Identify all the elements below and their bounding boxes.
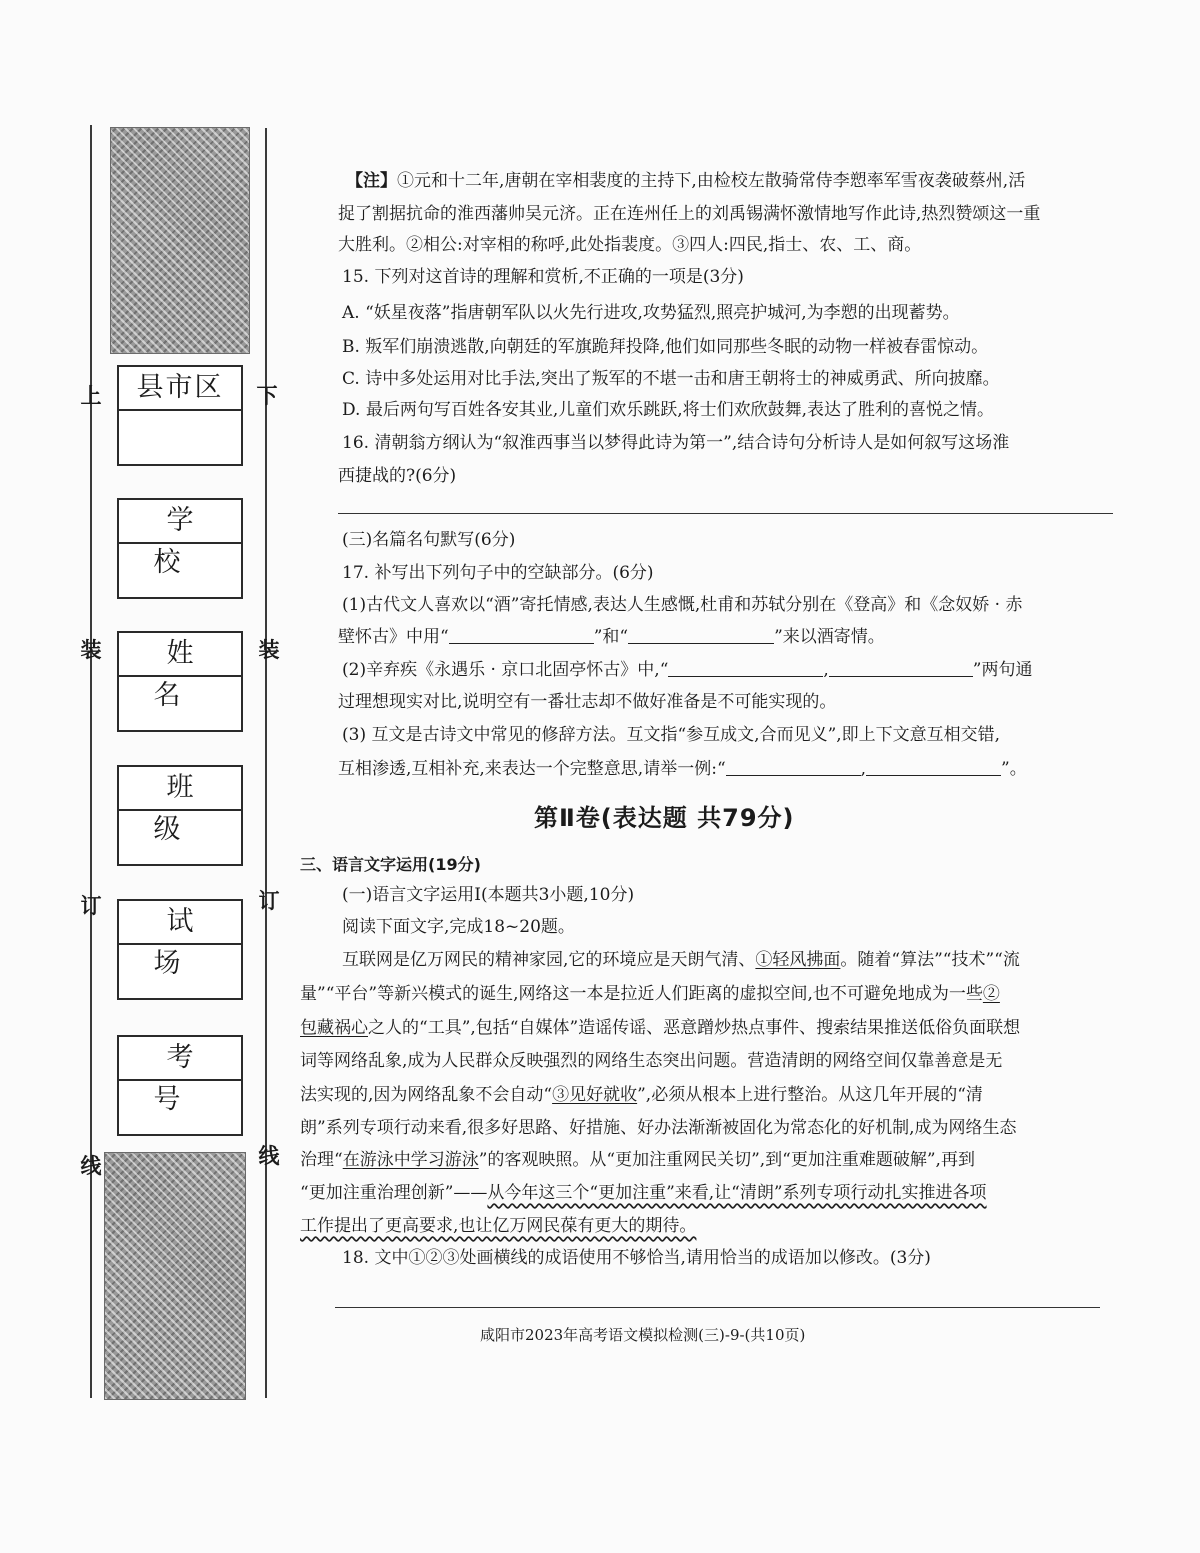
box-school-label: 学 校 [119, 500, 241, 544]
part3-heading: (三)名篇名句默写(6分) [342, 530, 516, 550]
box-name [117, 631, 243, 732]
passage-5-text-b: ”,必须从根本上进行整治。从这几年开展的“清 [637, 1085, 983, 1105]
mark-right-xia: 下 [256, 384, 278, 408]
mark-left-xian: 线 [80, 1154, 102, 1178]
passage-5-text: 法实现的,因为网络乱象不会自动“ [300, 1085, 553, 1105]
mark-left-ding: 订 [80, 894, 102, 918]
passage-1-text-b: 。随着“算法”“技术”“流 [840, 950, 1020, 970]
q18-stem: 18. 文中①②③处画横线的成语使用不够恰当,请用恰当的成语加以修改。(3分) [342, 1248, 931, 1268]
box-county [117, 365, 243, 466]
q17-2-blank-1[interactable] [668, 658, 823, 677]
page-footer: 咸阳市2023年高考语文模拟检测(三)-9-(共10页) [480, 1326, 806, 1344]
q16-line-2: 西捷战的?(6分) [338, 466, 457, 486]
q17-1-text-c: ”来以酒寄情。 [774, 627, 885, 647]
passage-7-text: 治理“ [300, 1150, 343, 1170]
q17-3-text-b: , [860, 759, 867, 779]
passage-line-3 [300, 1015, 1020, 1041]
q17-3-text-c: ”。 [1001, 759, 1027, 779]
note-line-1 [342, 168, 1025, 194]
box-exam-number-label: 考 号 [119, 1037, 241, 1081]
note-text-1: ①元和十二年,唐朝在宰相裴度的主持下,由检校左散骑常侍李愬率军雪夜袭破蔡州,活 [397, 171, 1026, 191]
q17-3-blank-2[interactable] [866, 757, 1001, 776]
mark-left-zhuang: 装 [80, 638, 102, 662]
box-name-label: 姓 名 [119, 633, 241, 677]
note-line-3: 大胜利。②相公:对宰相的称呼,此处指裴度。③四人:四民,指士、农、工、商。 [338, 235, 922, 255]
q17-1-line-2 [338, 624, 885, 650]
q17-3-blank-1[interactable] [726, 757, 861, 776]
q17-3-line-2 [338, 756, 1027, 782]
mark-right-ding: 订 [258, 889, 280, 913]
passage-8-text: “更加注重治理创新”—— [300, 1183, 488, 1203]
passage-line-6: 朗”系列专项行动来看,很多好思路、好措施、好办法渐渐被固化为常态化的好机制,成为网络生态 [300, 1118, 1017, 1138]
q17-1-text-a: 壁怀古》中用“ [338, 627, 449, 647]
q17-2-text-b: , [823, 660, 829, 680]
q15-stem: 15. 下列对这首诗的理解和赏析,不正确的一项是(3分) [342, 267, 744, 287]
box-exam-room-label: 试 场 [119, 901, 241, 945]
answer-divider-1 [338, 513, 1113, 514]
q17-2-text-c: ”两句通 [972, 660, 1033, 680]
q15-option-a: A. “妖星夜落”指唐朝军队以火先行进攻,攻势猛烈,照亮护城河,为李愬的出现蓄势。 [342, 303, 960, 323]
section3-heading: 三、语言文字运用(19分) [300, 855, 481, 874]
passage-2-text: 量”“平台”等新兴模式的诞生,网络这一本是拉近人们距离的虚拟空间,也不可避免地成为一些 [300, 984, 983, 1004]
hatched-block-bottom [104, 1152, 246, 1400]
passage-line-5 [300, 1082, 983, 1108]
passage-line-4: 词等网络乱象,成为人民群众反映强烈的网络生态突出问题。营造清朗的网络空间仅靠善意是无 [300, 1051, 1003, 1071]
q17-3-line-1: (3) 互文是古诗文中常见的修辞方法。互文指“参互成文,合而见义”,即上下文意互相交错, [342, 725, 1001, 745]
quoted-phrase: 在游泳中学习游泳 [342, 1150, 479, 1170]
q17-stem: 17. 补写出下列句子中的空缺部分。(6分) [342, 563, 654, 583]
volume-2-title: 第Ⅱ卷(表达题 共79分) [534, 804, 795, 832]
idiom-2-marker: ② [982, 984, 1000, 1004]
q16-line-1: 16. 清朝翁方纲认为“叙淮西事当以梦得此诗为第一”,结合诗句分析诗人是如何叙写这场淮 [342, 433, 1010, 453]
box-exam-number [117, 1035, 243, 1136]
passage-3-text: 之人的“工具”,包括“自媒体”造谣传谣、恶意蹭炒热点事件、搜索结果推送低俗负面联想 [368, 1018, 1021, 1038]
mark-right-xian: 线 [258, 1144, 280, 1168]
passage-line-7 [300, 1147, 975, 1173]
q15-option-d: D. 最后两句写百姓各安其业,儿童们欢乐跳跃,将士们欢欣鼓舞,表达了胜利的喜悦之情。 [342, 400, 995, 420]
passage-line-8 [300, 1180, 987, 1206]
q17-1-text-b: ”和“ [593, 627, 629, 647]
box-class [117, 765, 243, 866]
binding-line-left [90, 125, 92, 1398]
q17-1-blank-2[interactable] [628, 625, 774, 644]
note-line-2: 捉了割据抗命的淮西藩帅吴元济。正在连州任上的刘禹锡满怀激情地写作此诗,热烈赞颂这一重 [338, 204, 1041, 224]
answer-divider-2 [335, 1307, 1100, 1308]
box-class-label: 班 级 [119, 767, 241, 811]
q17-2-line-1 [338, 657, 1033, 683]
section3-instruction: 阅读下面文字,完成18~20题。 [342, 917, 575, 937]
binding-line-right [265, 128, 267, 1398]
idiom-3: ③见好就收 [552, 1085, 638, 1105]
q17-2-blank-2[interactable] [829, 658, 973, 677]
mark-right-zhuang: 装 [258, 638, 280, 662]
wavy-sentence-2: 工作提出了更高要求,也让亿万网民葆有更大的期待。 [300, 1216, 697, 1236]
q17-3-text-a: 互相渗透,互相补充,来表达一个完整意思,请举一例:“ [338, 759, 726, 779]
box-school [117, 498, 243, 599]
q17-1-blank-1[interactable] [449, 625, 594, 644]
q17-1-line-1: (1)古代文人喜欢以“酒”寄托情感,表达人生感慨,杜甫和苏轼分别在《登高》和《念奴娇 · 赤 [342, 595, 1023, 615]
wavy-sentence-1: 从今年这三个“更加注重”来看,让“清朗”系列专项行动扎实推进各项 [487, 1183, 987, 1203]
passage-line-1 [338, 947, 1020, 973]
passage-7-text-b: ”的客观映照。从“更加注重网民关切”,到“更加注重难题破解”,再到 [478, 1150, 975, 1170]
q17-2-line-2: 过理想现实对比,说明空有一番壮志却不做好准备是不可能实现的。 [338, 692, 837, 712]
q15-option-b: B. 叛军们崩溃逃散,向朝廷的军旗跪拜投降,他们如同那些冬眠的动物一样被春雷惊动。 [342, 337, 989, 357]
box-exam-room [117, 899, 243, 1000]
section3-sub: (一)语言文字运用Ⅰ(本题共3小题,10分) [342, 885, 635, 905]
passage-1-text: 互联网是亿万网民的精神家园,它的环境应是天朗气清、 [342, 950, 756, 970]
passage-line-2 [300, 981, 1000, 1007]
passage-line-9 [300, 1213, 696, 1239]
hatched-block-top [110, 127, 250, 354]
q17-2-text-a: (2)辛弃疾《永遇乐 · 京口北固亭怀古》中,“ [342, 660, 669, 680]
mark-left-shang: 上 [80, 384, 102, 408]
idiom-1: ①轻风拂面 [755, 950, 841, 970]
idiom-2: 包藏祸心 [300, 1018, 368, 1038]
box-county-label: 县市区 [119, 367, 241, 411]
q15-option-c: C. 诗中多处运用对比手法,突出了叛军的不堪一击和唐王朝将士的神威勇武、所向披靡。 [342, 369, 1000, 389]
note-label: 【注】 [346, 171, 397, 191]
